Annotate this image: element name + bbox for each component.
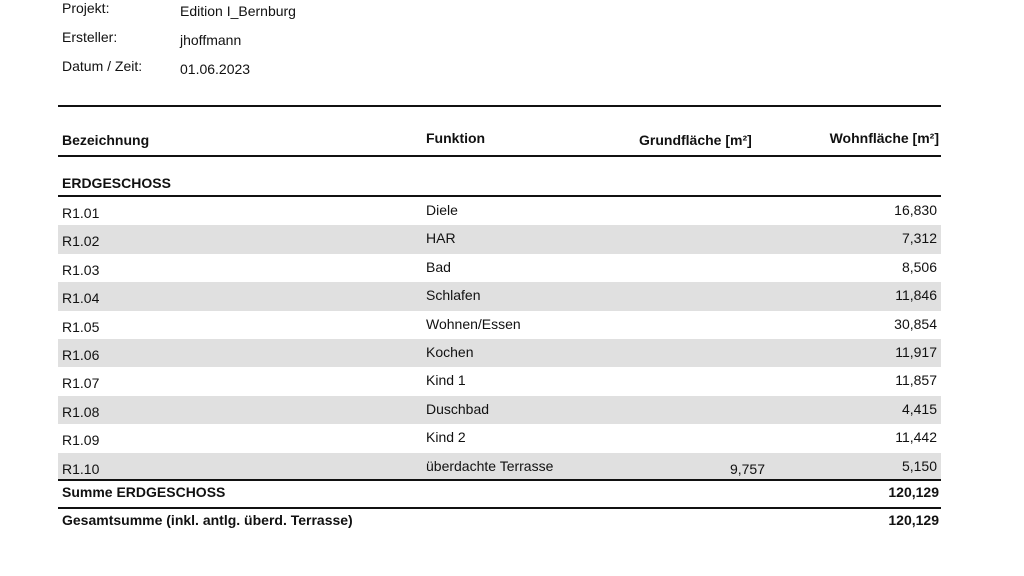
room-function: Wohnen/Essen <box>426 315 521 332</box>
room-id: R1.10 <box>62 460 100 477</box>
room-function: Kind 2 <box>426 429 466 446</box>
room-function: Duschbad <box>426 400 490 417</box>
table-row <box>58 424 941 452</box>
room-table-body <box>58 197 941 481</box>
col-header-wohnflaeche: Wohnfläche [m²] <box>829 130 939 146</box>
table-row <box>58 254 941 282</box>
room-id: R1.02 <box>62 233 100 250</box>
table-row <box>58 197 941 225</box>
table-row <box>58 311 941 339</box>
room-wohnflaeche: 7,312 <box>901 230 937 247</box>
room-id: R1.05 <box>62 318 100 335</box>
room-id: R1.07 <box>62 375 100 392</box>
room-grundflaeche: 9,757 <box>729 460 765 477</box>
room-function: Diele <box>426 202 458 218</box>
room-id: R1.09 <box>62 432 100 449</box>
header-bottom-rule <box>58 155 941 157</box>
total-value: 120,129 <box>888 512 939 528</box>
room-wohnflaeche: 5,150 <box>901 457 937 474</box>
meta-author-label: Ersteller: <box>62 29 118 45</box>
section-sum-label: Summe ERDGESCHOSS <box>62 484 226 500</box>
room-function: überdachte Terrasse <box>426 457 554 474</box>
room-wohnflaeche: 16,830 <box>894 202 937 218</box>
room-id: R1.06 <box>62 346 100 363</box>
col-header-funktion: Funktion <box>426 130 486 146</box>
room-id: R1.04 <box>62 290 100 307</box>
header-top-rule <box>58 105 941 107</box>
table-row <box>58 453 941 481</box>
room-id: R1.03 <box>62 261 100 278</box>
room-id: R1.01 <box>62 205 100 221</box>
col-header-grundflaeche: Grundfläche [m²] <box>639 132 752 148</box>
table-row <box>58 339 941 367</box>
room-function: HAR <box>426 230 456 247</box>
section-sum-value: 120,129 <box>888 484 939 500</box>
section-title: ERDGESCHOSS <box>62 175 171 191</box>
col-header-bezeichnung: Bezeichnung <box>62 132 150 148</box>
table-row <box>58 396 941 424</box>
room-function: Bad <box>426 258 451 275</box>
room-wohnflaeche: 11,846 <box>895 287 937 304</box>
room-wohnflaeche: 30,854 <box>894 315 937 332</box>
meta-author-value: jhoffmann <box>180 32 242 48</box>
meta-date-value: 01.06.2023 <box>180 61 251 77</box>
room-wohnflaeche: 11,857 <box>895 372 937 389</box>
room-function: Kind 1 <box>426 372 466 389</box>
room-wohnflaeche: 8,506 <box>901 258 937 275</box>
table-row <box>58 225 941 253</box>
table-row <box>58 367 941 395</box>
room-wohnflaeche: 11,442 <box>895 429 937 446</box>
room-function: Schlafen <box>426 287 481 304</box>
table-row <box>58 282 941 310</box>
room-function: Kochen <box>426 343 474 360</box>
meta-date-label: Datum / Zeit: <box>62 58 143 74</box>
room-wohnflaeche: 11,917 <box>895 343 937 360</box>
total-top-rule <box>58 507 941 509</box>
room-wohnflaeche: 4,415 <box>901 400 937 417</box>
total-label: Gesamtsumme (inkl. antlg. überd. Terrasse) <box>62 512 353 528</box>
room-id: R1.08 <box>62 403 100 420</box>
meta-project-label: Projekt: <box>62 0 110 16</box>
sum-top-rule <box>58 479 941 481</box>
meta-project-value: Edition I_Bernburg <box>180 3 296 19</box>
